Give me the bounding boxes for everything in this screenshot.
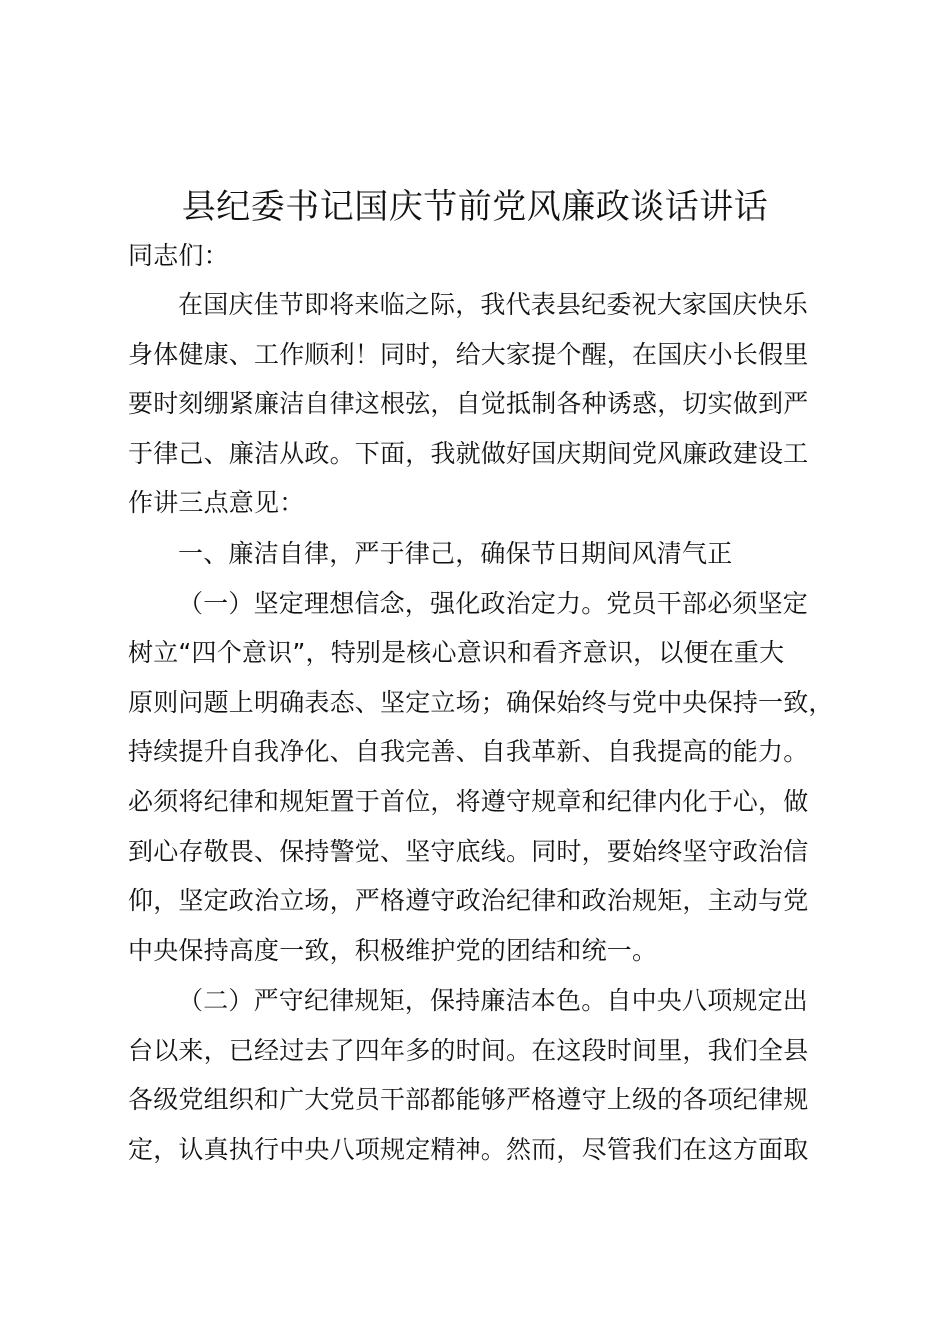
paragraph-line: 在国庆佳节即将来临之际，我代表县纪委祝大家国庆快乐 [178,290,809,319]
paragraph-line: （一）坚定理想信念，强化政治定力。党员干部必须坚定 [178,589,809,618]
paragraph-line: 台以来，已经过去了四年多的时间。在这段时间里，我们全县 [128,1036,809,1065]
document-title: 县纪委书记国庆节前党风廉政谈话讲话 [181,187,769,227]
paragraph-line: 身体健康、工作顺利！同时，给大家提个醒，在国庆小长假里 [128,340,809,369]
paragraph-line: 定，认真执行中央八项规定精神。然而，尽管我们在这方面取 [128,1135,809,1164]
paragraph-line: 必须将纪律和规矩置于首位，将遵守规章和纪律内化于心，做 [128,787,809,816]
paragraph-line: （二）严守纪律规矩，保持廉洁本色。自中央八项规定出 [178,986,809,1015]
paragraph-line: 中央保持高度一致，积极维护党的团结和统一。 [128,936,658,965]
section-heading: 一、廉洁自律，严于律己，确保节日期间风清气正 [178,539,733,568]
salutation: 同志们： [128,241,229,270]
paragraph-line: 树立“四个意识”，特别是核心意识和看齐意识，以便在重大 [128,638,785,667]
paragraph-line: 要时刻绷紧廉洁自律这根弦，自觉抵制各种诱惑，切实做到严 [128,389,809,418]
paragraph-line: 作讲三点意见： [128,488,305,517]
paragraph-line: 于律己、廉洁从政。下面，我就做好国庆期间党风廉政建设工 [128,439,809,468]
paragraph-line: 到心存敬畏、保持警觉、坚守底线。同时，要始终坚守政治信 [128,837,809,866]
paragraph-line: 原则问题上明确表态、坚定立场；确保始终与党中央保持一致， [128,688,834,717]
paragraph-line: 仰，坚定政治立场，严格遵守政治纪律和政治规矩，主动与党 [128,886,809,915]
paragraph-line: 各级党组织和广大党员干部都能够严格遵守上级的各项纪律规 [128,1085,809,1114]
paragraph-line: 持续提升自我净化、自我完善、自我革新、自我提高的能力。 [128,737,809,766]
